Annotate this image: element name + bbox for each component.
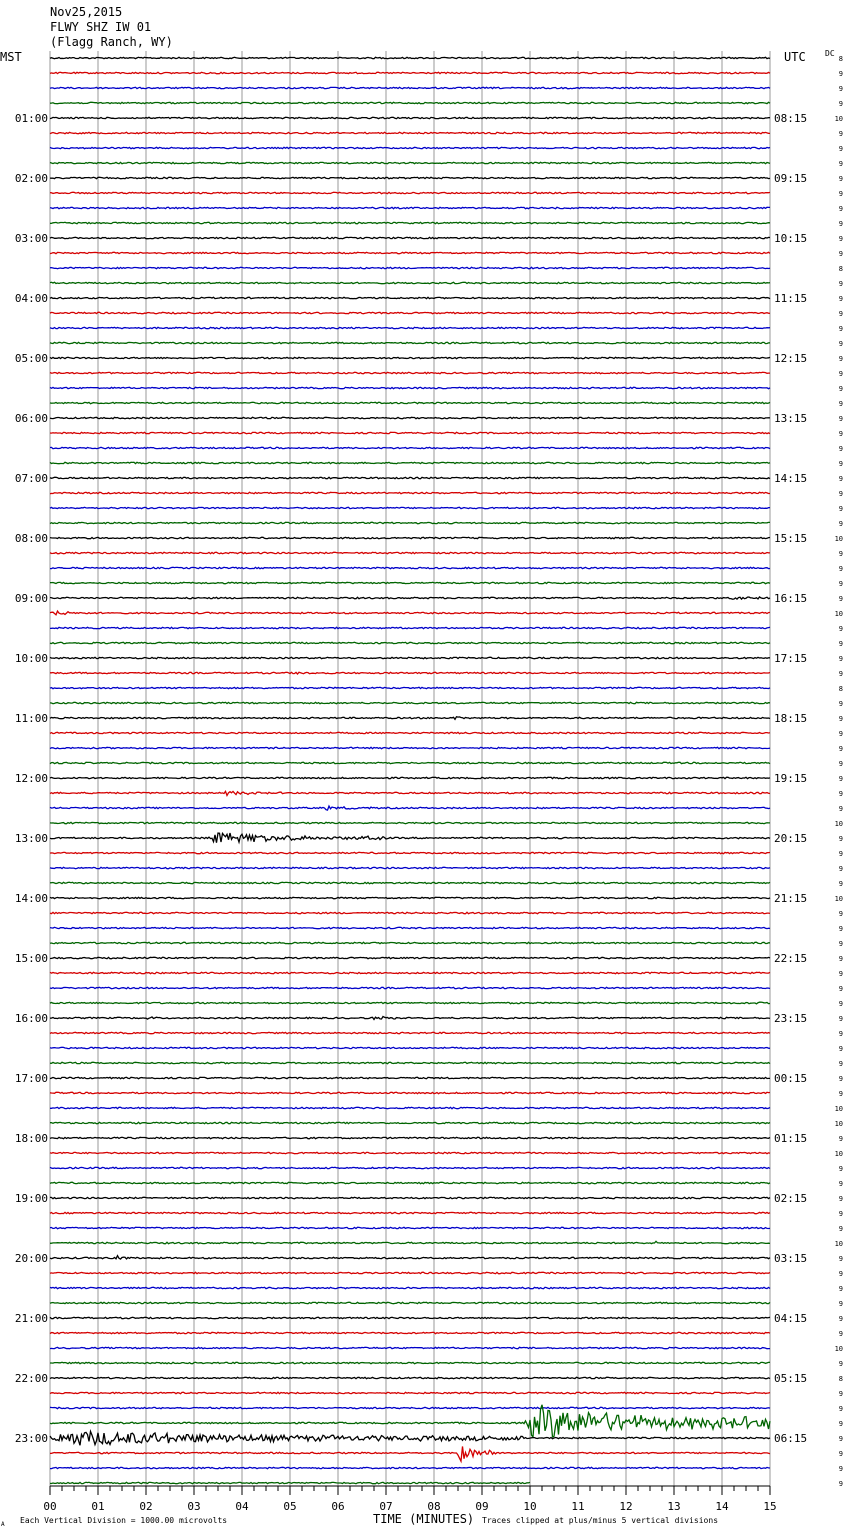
left-hour-label: 14:00	[14, 892, 48, 905]
trace-row-77	[50, 1197, 770, 1198]
trace-row-67	[50, 1047, 770, 1048]
left-hour-label: 07:00	[14, 472, 48, 485]
dc-value: 9	[838, 250, 843, 258]
dc-value: 9	[838, 865, 843, 873]
trace-row-91	[50, 1407, 770, 1408]
right-hour-label: 12:15	[774, 352, 808, 365]
trace-row-87	[50, 1347, 770, 1348]
x-tick-label: 12	[619, 1500, 633, 1513]
x-tick-label: 15	[763, 1500, 777, 1513]
right-hour-label: 00:15	[774, 1072, 808, 1085]
dc-value: 9	[838, 355, 843, 363]
dc-value: 9	[838, 1330, 843, 1338]
dc-value: 9	[838, 940, 843, 948]
dc-value: 9	[838, 835, 843, 843]
trace-row-17	[50, 297, 770, 298]
dc-value: 10	[834, 1150, 843, 1158]
trace-row-22	[50, 372, 770, 373]
dc-value: 9	[838, 1300, 843, 1308]
trace-row-71	[50, 1107, 770, 1108]
left-hour-label: 16:00	[14, 1012, 48, 1025]
trace-row-35	[50, 567, 770, 568]
x-tick-label: 04	[235, 1500, 249, 1513]
dc-value: 9	[838, 1225, 843, 1233]
dc-value: 9	[838, 805, 843, 813]
dc-value: 9	[838, 130, 843, 138]
dc-value: 8	[838, 685, 843, 693]
dc-value: 10	[834, 115, 843, 123]
dc-value: 9	[838, 640, 843, 648]
trace-row-79	[50, 1227, 770, 1228]
dc-value: 9	[838, 1045, 843, 1053]
dc-value: 9	[838, 670, 843, 678]
trace-row-88	[50, 1362, 770, 1363]
left-hour-label: 01:00	[14, 112, 48, 125]
trace-row-63	[50, 987, 770, 988]
dc-value: 9	[838, 415, 843, 423]
dc-value: 10	[834, 1105, 843, 1113]
trace-row-80	[50, 1241, 770, 1243]
dc-value: 10	[834, 820, 843, 828]
dc-value: 9	[838, 145, 843, 153]
dc-value: 9	[838, 295, 843, 303]
footer-clip-note: Traces clipped at plus/minus 5 vertical divisions	[482, 1516, 719, 1525]
dc-value: 9	[838, 190, 843, 198]
dc-value: 9	[838, 625, 843, 633]
trace-row-1	[50, 57, 770, 58]
trace-row-95	[50, 1467, 770, 1468]
trace-row-25	[50, 417, 770, 418]
dc-value: 9	[838, 1450, 843, 1458]
dc-value: 9	[838, 1000, 843, 1008]
trace-row-33	[50, 537, 770, 538]
dc-value: 9	[838, 280, 843, 288]
trace-row-51	[50, 806, 770, 810]
right-hour-label: 06:15	[774, 1432, 808, 1445]
footer-scale-note: Each Vertical Division = 1000.00 microvolts	[20, 1516, 228, 1525]
trace-row-4	[50, 102, 770, 103]
trace-row-2	[50, 72, 770, 73]
header-date: Nov25,2015	[50, 5, 123, 19]
x-tick-label: 03	[187, 1500, 201, 1513]
trace-row-60	[50, 942, 770, 943]
dc-value: 9	[838, 505, 843, 513]
x-tick-label: 01	[91, 1500, 105, 1513]
x-tick-label: 10	[523, 1500, 537, 1513]
trace-row-69	[50, 1077, 770, 1078]
dc-value: 9	[838, 445, 843, 453]
left-hour-labels	[15, 112, 48, 1445]
trace-row-86	[50, 1332, 770, 1333]
dc-value: 9	[838, 790, 843, 798]
dc-value: 9	[838, 1060, 843, 1068]
dc-value: 9	[838, 715, 843, 723]
left-hour-label: 19:00	[14, 1192, 48, 1205]
trace-row-92	[50, 1405, 770, 1437]
dc-value: 9	[838, 1315, 843, 1323]
dc-value: 9	[838, 460, 843, 468]
right-hour-label: 14:15	[774, 472, 808, 485]
dc-value: 9	[838, 775, 843, 783]
dc-value: 9	[838, 370, 843, 378]
x-tick-label: 09	[475, 1500, 489, 1513]
trace-row-26	[50, 432, 770, 433]
dc-label: DC	[825, 49, 835, 58]
x-tick-label: 02	[139, 1500, 153, 1513]
trace-row-7	[50, 147, 770, 148]
trace-row-66	[50, 1032, 770, 1033]
dc-value: 9	[838, 850, 843, 858]
trace-row-36	[50, 582, 770, 583]
right-hour-label: 21:15	[774, 892, 808, 905]
dc-value: 9	[838, 1405, 843, 1413]
left-hour-label: 02:00	[14, 172, 48, 185]
right-hour-labels	[774, 112, 807, 1445]
dc-value: 9	[838, 1390, 843, 1398]
dc-value: 9	[838, 490, 843, 498]
dc-value: 9	[838, 340, 843, 348]
trace-row-41	[50, 657, 770, 658]
right-hour-label: 19:15	[774, 772, 808, 785]
left-hour-label: 23:00	[14, 1432, 48, 1445]
trace-row-73	[50, 1137, 770, 1138]
trace-row-44	[50, 702, 770, 703]
dc-value: 9	[838, 1135, 843, 1143]
x-axis	[43, 1486, 776, 1513]
dc-value: 9	[838, 1465, 843, 1473]
left-hour-label: 22:00	[14, 1372, 48, 1385]
right-hour-label: 17:15	[774, 652, 808, 665]
right-hour-label: 22:15	[774, 952, 808, 965]
trace-row-85	[50, 1317, 770, 1318]
trace-row-10	[50, 192, 770, 193]
dc-value: 9	[838, 1255, 843, 1263]
trace-row-50	[50, 791, 770, 795]
dc-value: 9	[838, 85, 843, 93]
right-hour-label: 09:15	[774, 172, 808, 185]
dc-value: 9	[838, 235, 843, 243]
x-tick-label: 05	[283, 1500, 297, 1513]
x-tick-label: 08	[427, 1500, 441, 1513]
dc-value: 9	[838, 430, 843, 438]
left-hour-label: 04:00	[14, 292, 48, 305]
x-tick-label: 14	[715, 1500, 729, 1513]
dc-value: 8	[838, 265, 843, 273]
dc-value: 9	[838, 1165, 843, 1173]
right-timezone-label: UTC	[784, 50, 806, 64]
dc-value: 9	[838, 400, 843, 408]
trace-row-76	[50, 1182, 770, 1183]
trace-row-94	[50, 1447, 770, 1462]
trace-row-15	[50, 267, 770, 268]
dc-value: 9	[838, 655, 843, 663]
trace-row-84	[50, 1302, 770, 1303]
right-hour-label: 13:15	[774, 412, 808, 425]
right-hour-label: 04:15	[774, 1312, 808, 1325]
trace-row-18	[50, 312, 770, 313]
trace-row-12	[50, 222, 770, 223]
dc-value: 9	[838, 475, 843, 483]
x-tick-label: 00	[43, 1500, 57, 1513]
trace-row-93	[50, 1431, 770, 1445]
dc-value: 9	[838, 1015, 843, 1023]
left-hour-label: 06:00	[14, 412, 48, 425]
trace-row-58	[50, 912, 770, 913]
trace-row-64	[50, 1002, 770, 1004]
trace-row-48	[50, 762, 770, 763]
dc-value: 9	[838, 595, 843, 603]
trace-row-3	[50, 87, 770, 88]
trace-row-90	[50, 1392, 770, 1393]
trace-row-37	[50, 597, 770, 599]
header-location: (Flagg Ranch, WY)	[50, 35, 173, 49]
dc-value: 9	[838, 955, 843, 963]
dc-value: 9	[838, 730, 843, 738]
right-hour-label: 18:15	[774, 712, 808, 725]
trace-row-49	[50, 777, 770, 778]
grid-lines	[50, 51, 770, 1486]
dc-value: 10	[834, 535, 843, 543]
trace-row-31	[50, 507, 770, 508]
left-hour-label: 21:00	[14, 1312, 48, 1325]
left-hour-label: 15:00	[14, 952, 48, 965]
trace-row-75	[50, 1167, 770, 1168]
trace-row-28	[50, 462, 770, 463]
dc-value: 9	[838, 310, 843, 318]
left-hour-label: 05:00	[14, 352, 48, 365]
trace-row-5	[50, 117, 770, 118]
trace-row-53	[50, 833, 770, 843]
dc-value: 9	[838, 880, 843, 888]
right-hour-label: 20:15	[774, 832, 808, 845]
trace-row-54	[50, 852, 770, 853]
dc-value: 9	[838, 580, 843, 588]
trace-row-55	[50, 867, 770, 868]
left-hour-label: 18:00	[14, 1132, 48, 1145]
left-hour-label: 11:00	[14, 712, 48, 725]
trace-row-62	[50, 972, 770, 973]
dc-value: 9	[838, 745, 843, 753]
x-tick-label: 06	[331, 1500, 345, 1513]
dc-value: 9	[838, 100, 843, 108]
dc-value: 8	[838, 1375, 843, 1383]
trace-row-47	[50, 747, 770, 748]
dc-value: 10	[834, 1345, 843, 1353]
left-hour-label: 20:00	[14, 1252, 48, 1265]
dc-value: 9	[838, 520, 843, 528]
trace-row-20	[50, 342, 770, 343]
trace-row-68	[50, 1062, 770, 1063]
dc-value: 9	[838, 1090, 843, 1098]
trace-row-27	[50, 447, 770, 448]
left-hour-label: 08:00	[14, 532, 48, 545]
dc-value: 9	[838, 1270, 843, 1278]
trace-row-16	[50, 282, 770, 283]
trace-row-24	[50, 402, 770, 403]
trace-row-14	[50, 252, 770, 253]
dc-value: 9	[838, 1360, 843, 1368]
trace-row-38	[50, 611, 770, 615]
dc-value: 9	[838, 205, 843, 213]
dc-value: 9	[838, 925, 843, 933]
trace-row-61	[50, 957, 770, 958]
right-hour-label: 15:15	[774, 532, 808, 545]
dc-value: 9	[838, 1075, 843, 1083]
header-station: FLWY SHZ IW 01	[50, 20, 152, 34]
x-axis-title: TIME (MINUTES)	[373, 1512, 475, 1526]
left-hour-label: 10:00	[14, 652, 48, 665]
trace-row-52	[50, 822, 770, 823]
trace-row-34	[50, 552, 770, 553]
trace-row-42	[50, 672, 770, 674]
trace-row-32	[50, 522, 770, 523]
trace-row-89	[50, 1377, 770, 1378]
trace-row-29	[50, 477, 770, 478]
dc-value: 9	[838, 385, 843, 393]
x-tick-label: 13	[667, 1500, 681, 1513]
footer-mark: A	[1, 1521, 5, 1528]
dc-value: 9	[838, 1420, 843, 1428]
right-hour-label: 11:15	[774, 292, 808, 305]
dc-value: 9	[838, 1180, 843, 1188]
trace-row-9	[50, 177, 770, 178]
dc-value: 9	[838, 325, 843, 333]
dc-value: 9	[838, 970, 843, 978]
trace-row-74	[50, 1152, 770, 1153]
trace-row-8	[50, 162, 770, 163]
dc-value: 9	[838, 550, 843, 558]
trace-row-43	[50, 687, 770, 688]
trace-row-56	[50, 882, 770, 883]
x-tick-label: 11	[571, 1500, 585, 1513]
trace-row-21	[50, 357, 770, 358]
trace-row-30	[50, 492, 770, 493]
trace-row-19	[50, 327, 770, 328]
trace-row-82	[50, 1272, 770, 1273]
dc-value: 9	[838, 700, 843, 708]
trace-row-6	[50, 132, 770, 133]
trace-row-11	[50, 207, 770, 208]
dc-value: 9	[838, 70, 843, 78]
dc-value: 10	[834, 895, 843, 903]
trace-row-83	[50, 1287, 770, 1288]
right-hour-label: 23:15	[774, 1012, 808, 1025]
trace-row-72	[50, 1122, 770, 1123]
dc-value: 9	[838, 1435, 843, 1443]
trace-row-57	[50, 897, 770, 898]
trace-row-13	[50, 237, 770, 238]
left-hour-label: 03:00	[14, 232, 48, 245]
trace-row-59	[50, 927, 770, 928]
right-hour-label: 01:15	[774, 1132, 808, 1145]
x-tick-label: 07	[379, 1500, 393, 1513]
right-hour-label: 02:15	[774, 1192, 808, 1205]
right-hour-label: 10:15	[774, 232, 808, 245]
trace-row-40	[50, 642, 770, 643]
dc-value: 9	[838, 1030, 843, 1038]
left-hour-label: 13:00	[14, 832, 48, 845]
left-hour-label: 09:00	[14, 592, 48, 605]
right-hour-label: 08:15	[774, 112, 808, 125]
dc-value: 9	[838, 220, 843, 228]
right-hour-label: 05:15	[774, 1372, 808, 1385]
left-hour-label: 17:00	[14, 1072, 48, 1085]
dc-value: 9	[838, 985, 843, 993]
dc-value: 9	[838, 1195, 843, 1203]
right-hour-label: 03:15	[774, 1252, 808, 1265]
trace-row-23	[50, 387, 770, 388]
trace-row-39	[50, 627, 770, 628]
left-timezone-label: MST	[0, 50, 22, 64]
trace-row-45	[50, 717, 770, 720]
dc-value: 9	[838, 910, 843, 918]
dc-value: 9	[838, 565, 843, 573]
dc-value: 10	[834, 1240, 843, 1248]
dc-value: 9	[838, 160, 843, 168]
dc-value: 9	[838, 1285, 843, 1293]
left-hour-label: 12:00	[14, 772, 48, 785]
right-hour-label: 16:15	[774, 592, 808, 605]
seismic-traces	[50, 57, 770, 1483]
dc-value: 9	[838, 175, 843, 183]
dc-value: 9	[838, 1480, 843, 1488]
trace-row-81	[50, 1256, 770, 1259]
trace-row-46	[50, 732, 770, 733]
trace-row-65	[50, 1017, 770, 1020]
dc-value: 9	[838, 1210, 843, 1218]
dc-value: 10	[834, 1120, 843, 1128]
dc-offset-values	[835, 55, 843, 1488]
dc-value: 9	[838, 760, 843, 768]
dc-value: 8	[838, 55, 843, 63]
trace-row-78	[50, 1212, 770, 1213]
dc-value: 10	[834, 610, 843, 618]
trace-row-70	[50, 1092, 770, 1093]
